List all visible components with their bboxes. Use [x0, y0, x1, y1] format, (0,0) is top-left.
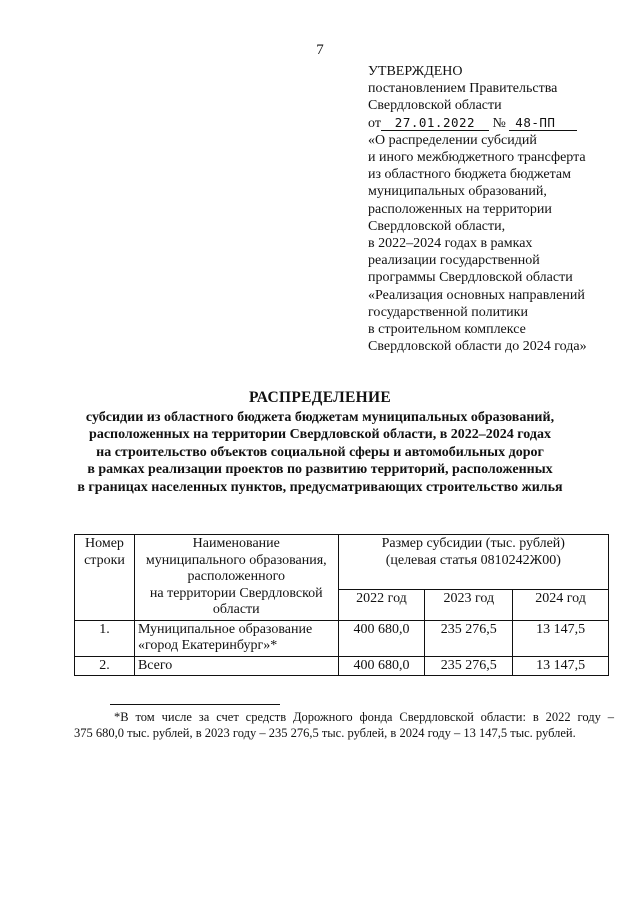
decree-title-line: «Реализация основных направлений: [368, 287, 585, 303]
decree-title-line: Свердловской области,: [368, 218, 506, 234]
heading-line: расположенных на территории Свердловской области, в 2022–2024 годах: [89, 427, 551, 442]
decree-title-line: и иного межбюджетного трансферта: [368, 150, 586, 166]
heading-line: в рамках реализации проектов по развитию территорий, расположенных: [87, 462, 553, 477]
header-name-line: области: [212, 602, 260, 617]
footnote: [74, 709, 614, 741]
approval-line: Свердловской области: [368, 98, 502, 114]
row-number: 2.: [75, 656, 135, 676]
decree-title-line: государственной политики: [368, 304, 528, 320]
approval-stamp: УТВЕРЖДЕНО: [368, 64, 463, 79]
decree-date: 27.01.2022: [381, 116, 489, 131]
header-year: 2022 год: [338, 590, 425, 620]
total-2024: 13 147,5: [513, 656, 609, 676]
header-name-line: муниципального образования,: [145, 552, 327, 568]
date-prefix: от: [368, 115, 381, 131]
header-row-number: Номер строки: [75, 535, 135, 621]
decree-date-number-line: [368, 115, 636, 132]
decree-title-line: из областного бюджета бюджетам: [368, 167, 571, 183]
total-2023: 235 276,5: [425, 656, 513, 676]
table-row-total: [75, 656, 609, 676]
header-year: 2024 год: [513, 590, 609, 620]
approval-line: постановлением Правительства: [368, 81, 558, 97]
subsidy-table: [74, 534, 609, 676]
table-row: [75, 620, 609, 656]
decree-title-line: в 2022–2024 годах в рамках: [368, 236, 533, 252]
header-subsidy-amount: [338, 535, 608, 590]
total-2022: 400 680,0: [338, 656, 425, 676]
municipality-name-line: Муниципальное образование: [137, 621, 313, 637]
footnote-line: *В том числе за счет средств Дорожного фонда Свердловской области: в 2022 году –: [114, 710, 614, 724]
document-heading: [0, 389, 640, 496]
value-2022: 400 680,0: [338, 620, 425, 656]
total-label: Всего: [134, 656, 338, 676]
heading-title: РАСПРЕДЕЛЕНИЕ: [249, 389, 391, 406]
header-subsidy-line: (целевая статья 0810242Ж00): [385, 552, 561, 568]
decree-title-line: программы Свердловской области: [368, 270, 573, 286]
value-2024: 13 147,5: [513, 620, 609, 656]
footnote-divider: [110, 704, 280, 705]
decree-title-line: в строительном комплексе: [368, 322, 526, 338]
decree-title-line: муниципальных образований,: [368, 184, 547, 200]
table-header-row: [75, 535, 609, 590]
heading-line: в границах населенных пунктов, предусматривающих строительство жилья: [77, 479, 563, 495]
decree-number: 48-ПП: [509, 116, 577, 131]
footnote-line: 375 680,0 тыс. рублей, в 2023 году – 235 276,5 тыс. рублей, в 2024 году – 13 147,5 тыс. рублей.: [74, 726, 576, 740]
header-name-line: Наименование: [192, 536, 280, 551]
decree-title-line: реализации государственной: [368, 253, 540, 269]
municipality-name-line: «город Екатеринбург»*: [137, 638, 278, 653]
page-number: 7: [316, 42, 324, 58]
header-municipality-name: [134, 535, 338, 621]
row-number: 1.: [75, 620, 135, 656]
header-year: 2023 год: [425, 590, 513, 620]
decree-title-line: расположенных на территории: [368, 201, 552, 217]
decree-title-line: «О распределении субсидий: [368, 132, 537, 148]
decree-title-line: Свердловской области до 2024 года»: [368, 339, 587, 355]
municipality-name: [134, 620, 338, 656]
value-2023: 235 276,5: [425, 620, 513, 656]
heading-line: субсидии из областного бюджета бюджетам муниципальных образований,: [85, 409, 555, 425]
number-prefix: №: [492, 115, 506, 131]
header-subsidy-line: Размер субсидии (тыс. рублей): [381, 536, 565, 551]
header-name-line: на территории Свердловской: [149, 585, 323, 601]
heading-line: на строительство объектов социальной сферы и автомобильных дорог: [96, 444, 544, 460]
header-name-line: расположенного: [187, 569, 285, 584]
approval-block: [368, 63, 636, 355]
